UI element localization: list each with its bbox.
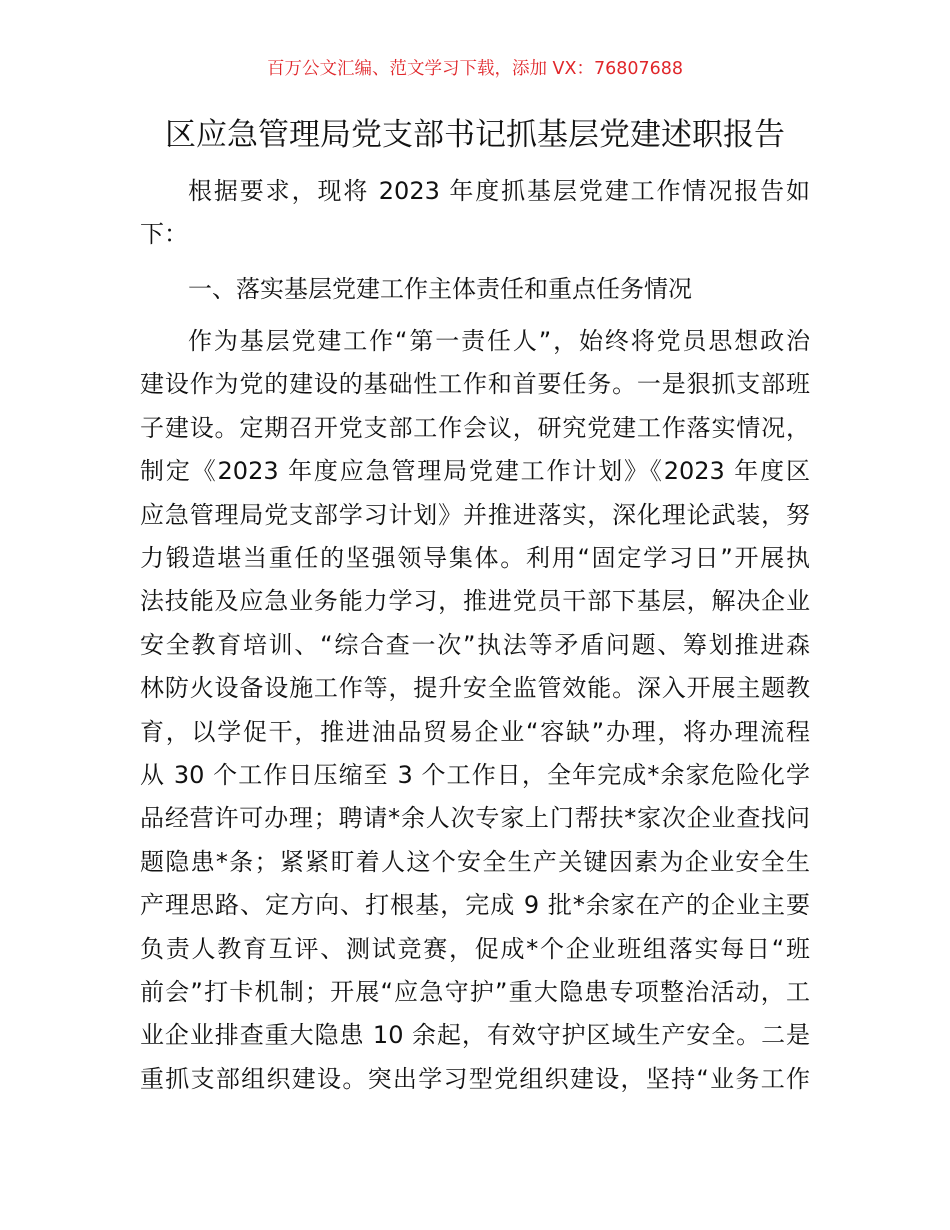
intro-paragraph-line: 根据要求，现将 2023 年度抓基层党建工作情况报告如 <box>188 177 810 205</box>
body-paragraph-line: 业企业排查重大隐患 10 余起，有效守护区域生产安全。二是 <box>140 1021 810 1050</box>
document-title: 区应急管理局党支部书记抓基层党建述职报告 <box>165 117 785 153</box>
body-paragraph-line: 品经营许可办理；聘请*余人次专家上门帮扶*家次企业查找问 <box>140 804 810 833</box>
body-paragraph-line: 育，以学促干，推进油品贸易企业“容缺”办理，将办理流程 <box>140 717 810 746</box>
body-paragraph-line: 负责人教育互评、测试竞赛，促成*个企业班组落实每日“班 <box>140 934 810 963</box>
body-paragraph-line: 子建设。定期召开党支部工作会议，研究党建工作落实情况， <box>140 413 810 442</box>
body-paragraph-line: 应急管理局党支部学习计划》并推进落实，深化理论武装，努 <box>140 500 810 529</box>
body-paragraph-line: 林防火设备设施工作等，提升安全监管效能。深入开展主题教 <box>140 674 810 703</box>
body-paragraph-line: 前会”打卡机制；开展“应急守护”重大隐患专项整治活动，工 <box>140 978 810 1006</box>
body-paragraph-line: 从 30 个工作日压缩至 3 个工作日，全年完成*余家危险化学 <box>140 761 810 789</box>
body-paragraph-line: 题隐患*条；紧紧盯着人这个安全生产关键因素为企业安全生 <box>140 847 810 876</box>
body-paragraph-line: 建设作为党的建设的基础性工作和首要任务。一是狠抓支部班 <box>140 370 810 399</box>
body-paragraph-line: 安全教育培训、“综合查一次”执法等矛盾问题、筹划推进森 <box>140 630 810 659</box>
section-heading: 一、落实基层党建工作主体责任和重点任务情况 <box>188 275 692 303</box>
body-paragraph-line: 法技能及应急业务能力学习，推进党员干部下基层，解决企业 <box>140 587 810 616</box>
body-paragraph-line: 力锻造堪当重任的坚强领导集体。利用“固定学习日”开展执 <box>140 544 810 572</box>
watermark-header: 百万公文汇编、范文学习下载，添加 VX：76807688 <box>266 59 684 79</box>
body-paragraph-line: 重抓支部组织建设。突出学习型党组织建设，坚持“业务工作 <box>140 1064 810 1093</box>
body-paragraph-line: 产理思路、定方向、打根基，完成 9 批*余家在产的企业主要 <box>140 891 810 920</box>
intro-paragraph-line: 下： <box>140 220 188 248</box>
body-paragraph-line: 作为基层党建工作“第一责任人”，始终将党员思想政治 <box>188 327 810 355</box>
body-paragraph-line: 制定《2023 年度应急管理局党建工作计划》《2023 年度区 <box>140 457 810 486</box>
